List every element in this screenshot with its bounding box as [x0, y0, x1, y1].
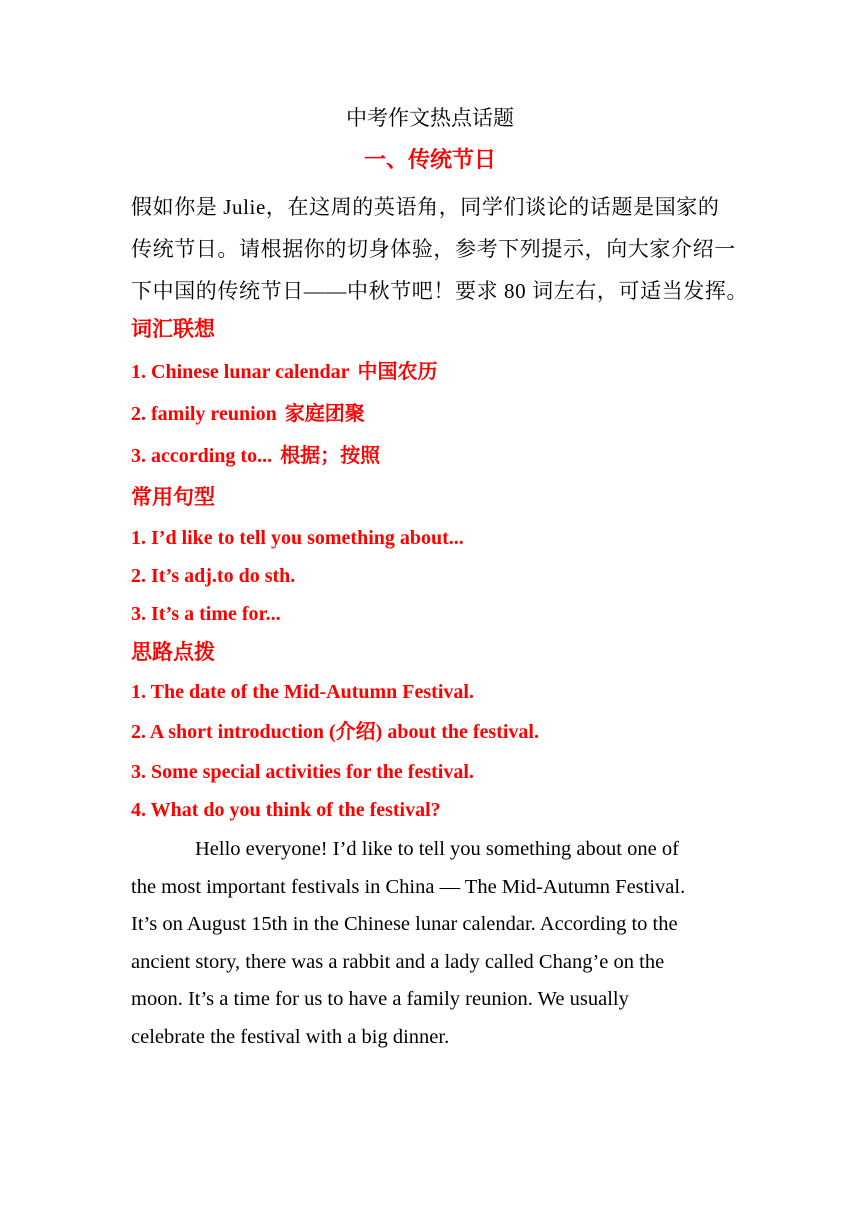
patterns-heading: 常用句型: [131, 485, 215, 509]
essay-line: the most important festivals in China — The Mid-Autumn Festival.: [131, 875, 686, 898]
outline-item: 1. The date of the Mid-Autumn Festival.: [131, 681, 474, 703]
outline-heading: 思路点拨: [131, 640, 215, 664]
vocab-item-zh: 中国农历: [357, 359, 438, 383]
prompt-line: 下中国的传统节日——中秋节吧！要求 80 词左右，可适当发挥。: [131, 279, 749, 303]
pattern-item: 1. I’d like to tell you something about...: [131, 527, 464, 549]
prompt-line: 传统节日。请根据你的切身体验，参考下列提示，向大家介绍一: [131, 237, 736, 261]
section-title: 一、传统节日: [363, 148, 496, 173]
pattern-item: 2. It’s adj.to do sth.: [131, 565, 296, 587]
vocab-item: [131, 357, 438, 386]
essay-line: Hello everyone! I’d like to tell you something about one of: [195, 838, 679, 860]
pattern-item: 3. It’s a time for...: [131, 603, 281, 625]
essay-line: ancient story, there was a rabbit and a lady called Chang’e on the: [131, 950, 665, 973]
vocab-item: [131, 399, 365, 428]
vocab-item: [131, 441, 380, 470]
essay-line: It’s on August 15th in the Chinese lunar calendar. According to the: [131, 913, 678, 935]
vocab-heading: 词汇联想: [131, 317, 215, 341]
document-title: 中考作文热点话题: [346, 106, 514, 130]
vocab-item-zh: 根据；按照: [280, 443, 381, 467]
vocab-item-en: 2. family reunion: [131, 403, 277, 425]
vocab-item-en: 3. according to...: [131, 445, 273, 467]
vocab-item-en: 1. Chinese lunar calendar: [131, 361, 350, 383]
outline-item: 4. What do you think of the festival?: [131, 799, 441, 821]
writing-prompt: [131, 186, 749, 312]
essay-line: celebrate the festival with a big dinner.: [131, 1025, 450, 1048]
essay-line: moon. It’s a time for us to have a family reunion. We usually: [131, 988, 629, 1010]
sample-essay: [131, 831, 731, 1056]
prompt-line: 假如你是 Julie，在这周的英语角，同学们谈论的话题是国家的: [131, 195, 720, 219]
outline-item: 2. A short introduction (介绍) about the festival.: [131, 721, 539, 743]
vocab-item-zh: 家庭团聚: [284, 401, 365, 425]
outline-item: 3. Some special activities for the festival.: [131, 761, 474, 783]
